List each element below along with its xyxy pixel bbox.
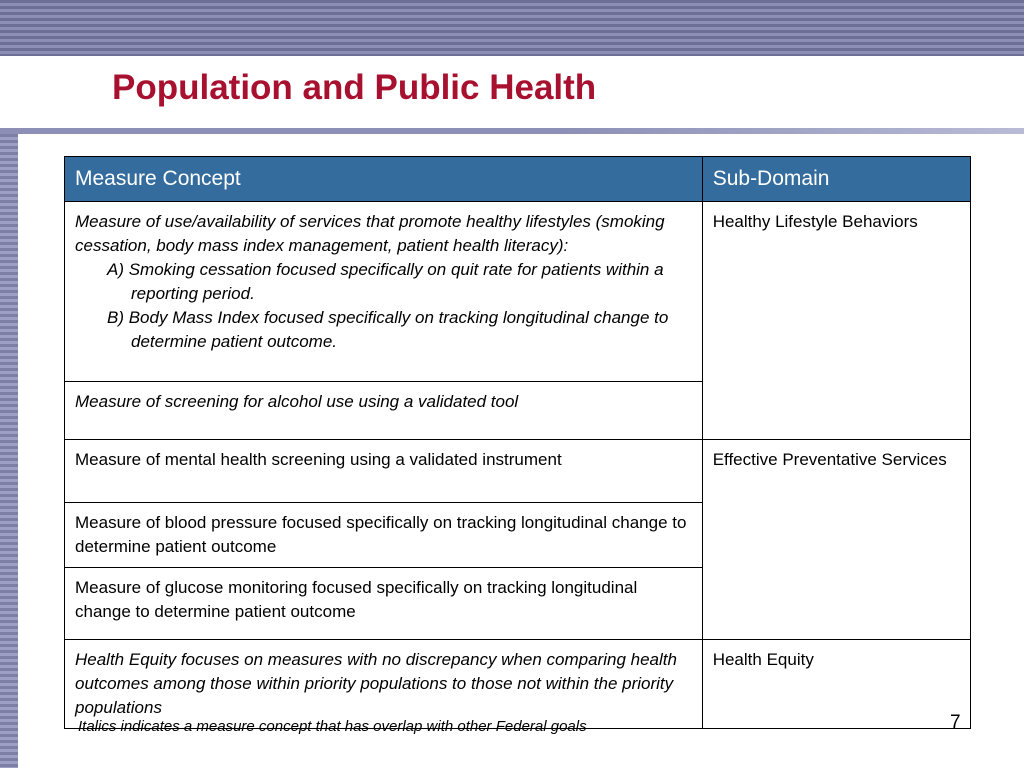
measure-concept-cell: Health Equity focuses on measures with no discrepancy when comparing health outcomes among those within priority populations to those not within the priority populations: [65, 640, 703, 729]
sub-domain-cell: Health Equity: [702, 640, 970, 729]
measure-concept-cell: [65, 202, 703, 382]
page-number: 7: [950, 712, 961, 733]
measure-concept-cell: Measure of blood pressure focused specifically on tracking longitudinal change to determine patient outcome: [65, 503, 703, 568]
measure-concept-text: Measure of use/availability of services that promote healthy lifestyles (smoking cessation, body mass index management, patient health literacy):: [75, 212, 665, 255]
sub-domain-cell: Effective Preventative Services: [702, 440, 970, 640]
top-decorative-band: [0, 0, 1024, 56]
table-row: [65, 440, 971, 503]
measure-concept-cell: Measure of mental health screening using a validated instrument: [65, 440, 703, 503]
measure-sub-item: B) Body Mass Index focused specifically on tracking longitudinal change to determine patient outcome.: [107, 308, 669, 351]
header-sub-domain: Sub-Domain: [702, 157, 970, 202]
table-header-row: [65, 157, 971, 202]
table-row: [65, 202, 971, 382]
sub-domain-cell: Healthy Lifestyle Behaviors: [702, 202, 970, 440]
measures-table: [64, 156, 971, 729]
measure-concept-cell: Measure of screening for alcohol use using a validated tool: [65, 382, 703, 440]
header-measure-concept: Measure Concept: [65, 157, 703, 202]
table-row: [65, 640, 971, 729]
left-decorative-bar: [0, 134, 18, 768]
title-rule: [0, 128, 1024, 134]
measure-sub-item: A) Smoking cessation focused specifically on quit rate for patients within a reporting period.: [107, 260, 664, 303]
measure-concept-cell: Measure of glucose monitoring focused specifically on tracking longitudinal change to determine patient outcome: [65, 568, 703, 640]
footnote: Italics indicates a measure concept that has overlap with other Federal goals: [78, 718, 587, 735]
slide-title: Population and Public Health: [112, 68, 597, 107]
